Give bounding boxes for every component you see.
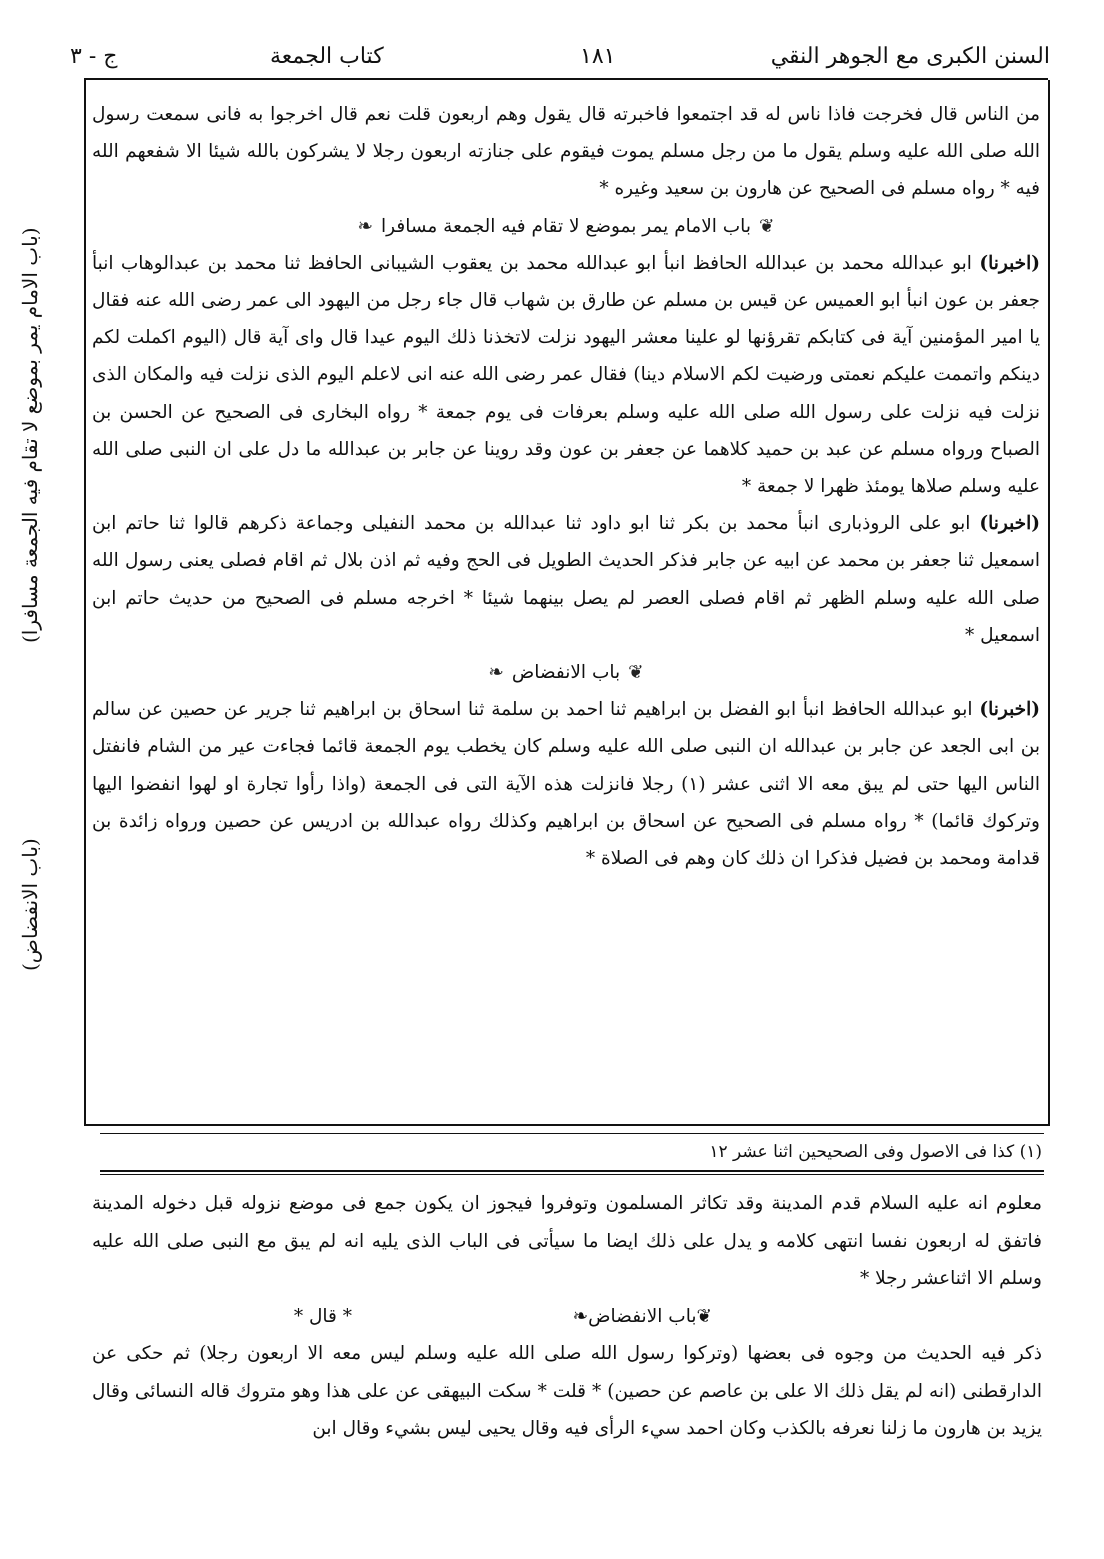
chapter-title: كتاب الجمعة — [270, 44, 384, 69]
footnote: (١) كذا فى الاصول وفى الصحيحين اثنا عشر ١٢ — [709, 1142, 1042, 1162]
commentary-jawhar-naqi — [92, 1185, 1042, 1448]
paragraph-hadith-janaza: من الناس قال فخرجت فاذا ناس له قد اجتمعوا فاخبرته قال يقول وهم اربعون قلت نعم قال اخرجوا به فانى سمعت رسول الله صلى الله عليه وسلم يقول ما من رجل مسلم يموت فيقوم على جنازته اربعون رجلا لا يشركون بالله شيئا الا شفعهم الله فيه * رواه مسلم فى الصحيح عن هارون بن سعيد وغيره * — [92, 104, 1040, 200]
paragraph-hadith-infidad: ابو عبدالله الحافظ انبأ ابو الفضل بن ابراهيم ثنا احمد بن سلمة ثنا اسحاق بن ابراهيم ثنا جرير عن حصين عن سالم بن ابى الجعد عن جابر بن عبدالله ان النبى صلى الله عليه وسلم كان يخطب يوم الجمعة قائما فجاءت عير من الشام فانفتل الناس اليها حتى لم يبق معه الا اثنى عشر (١) رجلا فانزلت هذه الآية التى فى الجمعة (واذا رأوا تجارة او لهوا انفضوا اليها وتركوك قائما) * رواه مسلم فى الصحيح عن اسحاق بن ابراهيم وكذلك رواه عبدالله بن ادريس عن حصين ورواه زائدة بن قدامة ومحمد بن فضيل فذكرا ان ذلك كان وهم فى الصلاة * — [92, 699, 1041, 870]
ornament-right-icon: ❦ — [758, 215, 775, 237]
akhbarana-marker: (اخبرنا) — [979, 699, 1040, 721]
book-title: السنن الكبرى مع الجوهر النقي — [770, 44, 1050, 69]
akhbarana-marker: (اخبرنا) — [979, 252, 1040, 274]
commentary-rule — [100, 1170, 1044, 1172]
ornament-left-icon: ❧ — [357, 215, 374, 237]
frame-bottom-rule — [84, 1124, 1050, 1126]
section-heading-infidad — [92, 654, 1040, 691]
margin-note-bab-imam: (باب الامام يمر بموضع لا تقام فيه الجمعة مسافرا) — [18, 227, 42, 643]
section-heading-imam-text: باب الامام يمر بموضع لا تقام فيه الجمعة مسافرا — [381, 215, 751, 237]
ornament-right-icon: ❦ — [696, 1305, 712, 1327]
commentary-paragraph-1: معلوم انه عليه السلام قدم المدينة وقد تكاثر المسلمون وتوفروا فيجوز ان يكون جمع فى موضع نزوله قبل دخوله المدينة فاتفق له اربعون نفسا انتهى كلامه و يدل على ذلك ايضا ما سيأتى فى الباب الذى يليه انه لم يبق مع النبى صلى الله عليه وسلم الا اثناعشر رجلا * — [92, 1193, 1042, 1289]
ornament-left-icon: ❧ — [488, 662, 504, 684]
commentary-heading-text: باب الانفضاض — [588, 1305, 697, 1327]
paragraph-hadith-hajj: ابو على الروذبارى انبأ محمد بن بكر ثنا ابو داود ثنا عبدالله بن محمد النفيلى وجماعة ذكرهم قالوا ثنا حاتم ابن اسمعيل ثنا جعفر بن محمد عن ابيه عن جابر فذكر الحديث الطويل فى الحج وفيه ثم اذن بلال ثم اقام فصلى يعنى رسول الله صلى الله عليه وسلم الظهر ثم اقام فصلى العصر لم يصل بينهما شيئا * اخرجه مسلم فى الصحيح من حديث حاتم ابن اسمعيل * — [92, 513, 1040, 646]
page-number: ١٨١ — [580, 44, 616, 69]
commentary-paragraph-2: ذكر فيه الحديث من وجوه فى بعضها (وتركوا رسول الله صلى الله عليه وسلم ليس معه الا اربعون رجلا) ثم حكى عن الدارقطنى (انه لم يقل ذلك الا على بن عاصم عن حصين) * قلت * سكت البيهقى عن على هذا وهو متروك قاله النسائى وقال يزيد بن هارون ما زلنا نعرفه بالكذب وكان احمد سيء الرأى فيه وقال يحيى ليس بشيء وقال ابن — [92, 1343, 1042, 1439]
akhbarana-marker: (اخبرنا) — [979, 513, 1040, 535]
main-text — [92, 96, 1040, 877]
commentary-qal-marker: * قال * — [293, 1305, 352, 1327]
paragraph-hadith-arafat: ابو عبدالله محمد بن عبدالله الحافظ انبأ ابو عبدالله محمد بن يعقوب الشيبانى الحافظ ثنا محمد بن عبدالوهاب انبأ جعفر بن عون انبأ ابو العميس عن قيس بن مسلم عن طارق بن شهاب قال جاء رجل من اليهود الى عمر رضى الله عنه فقال يا امير المؤمنين آية فى كتابكم تقرؤنها لو علينا معشر اليهود نزلت لاتخذنا ذلك اليوم عيدا قال واى آية قال (اليوم اكملت لكم دينكم واتممت عليكم نعمتى ورضيت لكم الاسلام دينا) فقال عمر رضى الله عنه انى لاعلم اليوم الذى نزلت فيه والمكان الذى نزلت فيه نزلت على رسول الله صلى الله عليه وسلم بعرفات فى يوم جمعة * رواه البخارى فى الصحيح عن الحسن بن الصباح ورواه مسلم عن عبد بن حميد كلاهما عن جعفر بن عون وقد روينا عن جابر بن عبدالله ما دل على ان النبى صلى الله عليه وسلم صلاها يومئذ ظهرا لا جمعة * — [92, 252, 1040, 498]
footnote-rule — [100, 1133, 1044, 1134]
ornament-right-icon: ❦ — [628, 662, 644, 684]
section-heading-infidad-text: باب الانفضاض — [511, 662, 621, 684]
section-heading-imam — [92, 208, 1040, 245]
ornament-left-icon: ❧ — [572, 1305, 589, 1327]
margin-note-bab-infidad: (باب الانفضاض) — [18, 838, 42, 972]
commentary-heading-row — [92, 1298, 1042, 1336]
volume-number: ج - ٣ — [70, 44, 118, 69]
commentary-heading — [573, 1298, 712, 1336]
commentary-rule-thin — [100, 1174, 1044, 1175]
page-header — [60, 40, 1050, 80]
